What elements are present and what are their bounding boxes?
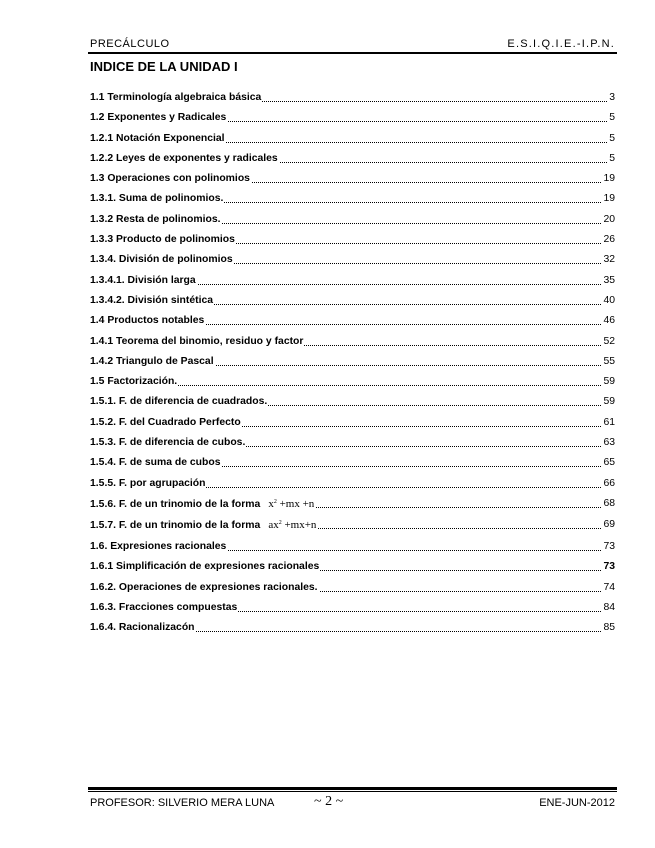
- toc-entry: [90, 622, 615, 642]
- toc-entry: [90, 498, 615, 520]
- toc-entry: [90, 356, 615, 376]
- toc-entry-page: 20: [603, 213, 615, 225]
- footer-rule-thin: [88, 791, 617, 792]
- toc-entry: [90, 254, 615, 274]
- toc-entry-label: 1.5.5. F. por agrupación: [90, 477, 206, 489]
- toc-entry-label: 1.4.1 Teorema del binomio, residuo y factor: [90, 335, 304, 347]
- toc-entry: [90, 173, 615, 193]
- toc-entry: [90, 112, 615, 132]
- toc-entry-page: 65: [603, 457, 615, 469]
- toc-entry: [90, 133, 615, 153]
- toc-entry: [90, 478, 615, 498]
- toc-entry: [90, 519, 615, 541]
- toc-entry: [90, 582, 615, 602]
- page-number: ~ 2 ~: [314, 794, 344, 809]
- toc-entry-label: 1.2.1 Notación Exponencial: [90, 132, 225, 144]
- toc-entry-label: 1.2 Exponentes y Radicales: [90, 112, 227, 124]
- toc-entry-page: 68: [603, 497, 615, 509]
- toc-entry-page: 61: [603, 416, 615, 428]
- toc-entry-page: 59: [603, 376, 615, 388]
- toc-entry: [90, 295, 615, 315]
- toc-entry: [90, 92, 615, 112]
- toc-entry-page: 35: [603, 274, 615, 286]
- header-course: PRECÁLCULO: [90, 38, 170, 50]
- toc-entry-label: 1.5.3. F. de diferencia de cubos.: [90, 437, 246, 449]
- toc-entry-page: 73: [603, 561, 615, 573]
- toc-entry-label: 1.5 Factorización.: [90, 376, 178, 388]
- footer-term: ENE-JUN-2012: [539, 797, 615, 809]
- toc-entry-label: 1.2.2 Leyes de exponentes y radicales: [90, 152, 278, 164]
- toc-entry-label: 1.6.4. Racionalizacón: [90, 622, 195, 634]
- formula: $x^2 +mx +n$: [268, 497, 315, 510]
- toc-entry-page: 26: [603, 234, 615, 246]
- toc-entry-label: 1.3.4.2. División sintética: [90, 294, 214, 306]
- toc-entry-label: 1.3.4. División de polinomios: [90, 254, 233, 266]
- toc-entry-page: 84: [603, 601, 615, 613]
- toc-entry-label: 1.5.2. F. del Cuadrado Perfecto: [90, 416, 241, 428]
- toc-entry-label: 1.3.3 Producto de polinomios: [90, 234, 235, 246]
- toc-entry-page: 19: [603, 193, 615, 205]
- toc-entry: [90, 336, 615, 356]
- toc-entry-label: 1.6.1 Simplificación de expresiones racionales: [90, 561, 320, 573]
- toc-entry: [90, 396, 615, 416]
- toc-entry: [90, 561, 615, 581]
- toc-entry-label: 1.5.1. F. de diferencia de cuadrados.: [90, 396, 268, 408]
- toc-entry-label: 1.3.1. Suma de polinomios.: [90, 193, 224, 205]
- toc-entry-page: 66: [603, 477, 615, 489]
- toc-entry-label: 1.4.2 Triangulo de Pascal: [90, 355, 214, 367]
- toc-entry: [90, 457, 615, 477]
- formula: $ax^2 +mx+n$: [268, 519, 317, 532]
- toc-entry: [90, 541, 615, 561]
- toc-entry-page: 69: [603, 519, 615, 531]
- toc-entry-page: 46: [603, 315, 615, 327]
- toc-entry-page: 85: [603, 622, 615, 634]
- toc-entry-page: 74: [603, 581, 615, 593]
- toc-entry: [90, 153, 615, 173]
- toc-entry-label: 1.3.4.1. División larga: [90, 274, 196, 286]
- table-of-contents: [90, 92, 615, 642]
- toc-entry-label: 1.3.2 Resta de polinomios.: [90, 213, 221, 225]
- toc-entry-page: 5: [609, 132, 615, 144]
- toc-entry-page: 5: [609, 112, 615, 124]
- toc-entry: [90, 417, 615, 437]
- toc-entry-page: 52: [603, 335, 615, 347]
- toc-entry-page: 32: [603, 254, 615, 266]
- toc-entry: [90, 193, 615, 213]
- toc-entry-page: 63: [603, 437, 615, 449]
- toc-entry-label: 1.5.7. F. de un trinomio de la forma $ax^2 +mx+n$: [90, 519, 317, 532]
- toc-entry: [90, 437, 615, 457]
- toc-entry: [90, 234, 615, 254]
- toc-entry-label: 1.1 Terminología algebraica básica: [90, 92, 262, 103]
- page-header: [90, 38, 615, 52]
- header-school: E.S.I.Q.I.E.-I.P.N.: [507, 38, 615, 50]
- toc-entry-page: 19: [603, 173, 615, 185]
- toc-entry-page: 40: [603, 294, 615, 306]
- header-rule: [88, 52, 617, 54]
- toc-entry-page: 3: [609, 92, 615, 103]
- toc-entry-label: 1.5.4. F. de suma de cubos: [90, 457, 221, 469]
- toc-entry-page: 59: [603, 396, 615, 408]
- toc-entry-label: 1.6.3. Fracciones compuestas: [90, 601, 238, 613]
- toc-entry-label: 1.4 Productos notables: [90, 315, 205, 327]
- toc-entry-label: 1.3 Operaciones con polinomios: [90, 173, 250, 185]
- toc-entry: [90, 376, 615, 396]
- toc-entry-label: 1.5.6. F. de un trinomio de la forma $x^2 +mx +n$: [90, 497, 315, 510]
- toc-entry-page: 73: [603, 540, 615, 552]
- toc-entry-page: 55: [603, 355, 615, 367]
- toc-entry-label: 1.6.2. Operaciones de expresiones racionales.: [90, 581, 318, 593]
- page-title: INDICE DE LA UNIDAD I: [90, 59, 238, 74]
- toc-entry: [90, 602, 615, 622]
- toc-entry: [90, 214, 615, 234]
- toc-entry-label: 1.6. Expresiones racionales: [90, 540, 227, 552]
- footer-professor: PROFESOR: SILVERIO MERA LUNA: [90, 797, 275, 809]
- toc-entry: [90, 315, 615, 335]
- toc-entry-page: 5: [609, 152, 615, 164]
- toc-entry: [90, 275, 615, 295]
- footer-rule: [88, 787, 617, 790]
